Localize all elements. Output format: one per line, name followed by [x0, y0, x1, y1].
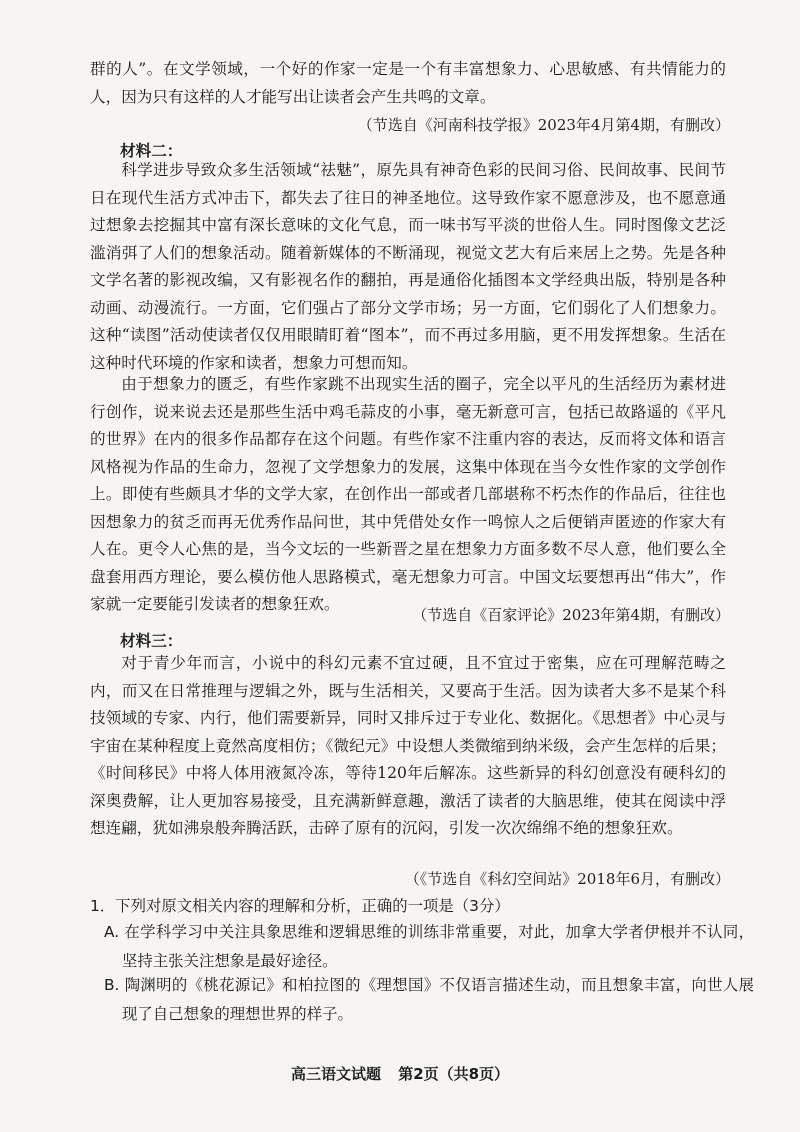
page-footer: [0, 1062, 800, 1086]
material-three-paragraph: 对于青少年而言，小说中的科幻元素不宜过硬，且不宜过于密集，应在可理解范畴之内，而又在日常推理与逻辑之外，既与生活相关，又要高于生活。因为读者大多不是某个科技领域的专家、内行，他们需要新异，同时又排斥过于专业化、数据化。《思想者》中心灵与宇宙在某种程度上竟然高度相仿；《微纪元》中设想人类微缩到纳米级，会产生怎样的后果；《时间移民》中将人体用液氮冷冻，等待120年后解冻。这些新异的科幻创意没有硬科幻的深奥费解，让人更加容易接受，且充满新鲜意趣，激活了读者的大脑思维，使其在阅读中浮想连翩，犹如沸泉般奔腾活跃，击碎了原有的沉闷，引发一次次绵绵不绝的想象狂欢。: [90, 654, 726, 837]
material-two-heading: 材料二：: [120, 141, 183, 160]
material-three-heading: 材料三：: [120, 631, 183, 650]
question-1-stem: 1．下列对原文相关内容的理解和分析，正确的一项是（3分）: [90, 897, 510, 915]
material-two-paragraph-1: 科学进步导致众多生活领域“祛魅”，原先具有神奇色彩的民间习俗、民间故事、民间节日在现代生活方式冲击下，都失去了往日的神圣地位。这导致作家不愿意涉及，也不愿意通过想象去挖掘其中富有深长意味的文化气息，而一味书写平淡的世俗人生。同时图像文艺泛滥消弭了人们的想象活动。随着新媒体的不断涌现，视觉文艺大有后来居上之势。先是各种文学名著的影视改编，又有影视名作的翻拍，再是通俗化插图本文学经典出版，特别是各种动画、动漫流行。一方面，它们强占了部分文学市场；另一方面，它们弱化了人们想象力。这种“读图”活动使读者仅仅用眼睛盯着“图本”，而不再过多用脑，更不用发挥想象。生活在这种时代环境的作家和读者，想象力可想而知。: [90, 161, 726, 372]
passage-one-tail: 群的人”。在文学领域，一个好的作家一定是一个有丰富想象力、心思敏感、有共情能力的人，因为只有这样的人才能写出让读者会产生共鸣的文章。: [90, 60, 726, 106]
passage-one-source: （节选自《河南科技学报》2023年4月第4期，有删改）: [357, 116, 730, 134]
question-1-option-a: A. 在学科学习中关注具象思维和逻辑思维的训练非常重要，对此，加拿大学者伊根并不认同，坚持主张关注想象是最好途径。: [104, 923, 754, 970]
footer-page-number: 第2页（共8页）: [398, 1065, 510, 1083]
material-three-source: （《节选自《科幻空间站》2018年6月，有删改）: [404, 870, 730, 888]
question-1-option-b: B. 陶渊明的《桃花源记》和柏拉图的《理想国》不仅语言描述生动，而且想象丰富，向世人展现了自己想象的理想世界的样子。: [104, 976, 754, 1023]
material-two-paragraph-2: 由于想象力的匮乏，有些作家跳不出现实生活的圈子，完全以平凡的生活经历为素材进行创作，说来说去还是那些生活中鸡毛蒜皮的小事，毫无新意可言，包括已故路遥的《平凡的世界》在内的很多作品都存在这个问题。有些作家不注重内容的表达，反而将文体和语言风格视为作品的生命力，忽视了文学想象力的发展，这集中体现在当今女性作家的文学创作上。即使有些颇具才华的文学大家，在创作出一部或者几部堪称不朽杰作的作品后，往往也因想象力的贫乏而再无优秀作品问世，其中凭借处女作一鸣惊人之后便销声匿迹的作家大有人在。更令人心焦的是，当今文坛的一些新晋之星在想象力方面多数不尽人意，他们要么全盘套用西方理论，要么模仿他人思路模式，毫无想象力可言。中国文坛要想再出“伟大”，作家就一定要能引发读者的想象狂欢。: [90, 375, 726, 613]
material-two-source: （节选自《百家评论》2023年第4期，有删改）: [412, 606, 730, 624]
footer-subject: 高三语文试题: [290, 1065, 381, 1083]
